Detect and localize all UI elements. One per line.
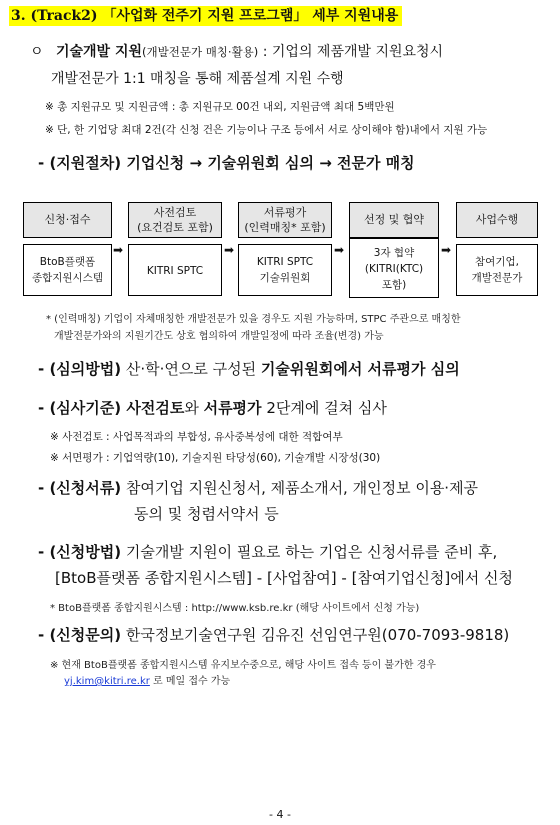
section-title-line: [30, 40, 443, 64]
section-title: 기술개발 지원: [55, 44, 143, 60]
inquiry-line: - (신청문의) 한국정보기술연구원 김유진 선임연구원(070-7093-9818): [38, 626, 510, 644]
inquiry-note1: ※ 현재 BtoB플랫폼 종합지원시스템 유지보수중으로, 해당 사이트 접속 등이 불가한 경우: [50, 660, 436, 671]
section-title-sub: (개발전문가 매칭·활용): [142, 45, 259, 59]
step-head-1: 신청·접수: [23, 202, 112, 238]
step-body-3: KITRI SPTC 기술위원회: [238, 244, 332, 296]
step-arrow-icon: ➡: [334, 243, 345, 257]
procedure-label: - (지원절차) 기업신청 → 기술위원회 심의 → 전문가 매칭: [38, 154, 415, 172]
page-number: - 4 -: [269, 808, 291, 821]
step-head-3: 서류평가 (인력매칭* 포함): [238, 202, 332, 238]
step-arrow-icon: ➡: [113, 243, 124, 257]
method-line: - (심의방법) 산·학·연으로 구성된 기술위원회에서 서류평가 심의: [38, 360, 460, 378]
application-line: - (신청방법) 기술개발 지원이 필요로 하는 기업은 신청서류를 준비 후,: [38, 543, 498, 561]
step-arrow-icon: ➡: [224, 243, 235, 257]
section-note2: ※ 단, 한 기업당 최대 2건(각 신청 건은 기능이나 구조 등에서 서로 상이해야 함)내에서 지원 가능: [45, 124, 488, 136]
procedure-footnote2: 개발전문가와의 지원기간도 상호 협의하여 개발일정에 따라 조율(변경) 가능: [54, 331, 384, 342]
criteria-note2: ※ 서면평가 : 기업역량(10), 기술지원 타당성(60), 기술개발 시장성(30): [50, 452, 381, 464]
procedure-footnote1: * (인력매칭) 기업이 자체매칭한 개발전문가 있을 경우도 지원 가능하며, STPC 주관으로 매칭한: [46, 314, 461, 325]
step-head-5: 사업수행: [456, 202, 538, 238]
bullet: ㅇ: [30, 44, 44, 60]
email-link[interactable]: yj.kim@kitri.re.kr: [64, 676, 150, 687]
criteria-note1: ※ 사전검토 : 사업목적과의 부합성, 유사중복성에 대한 적합여부: [50, 431, 343, 443]
step-body-5: 참여기업, 개발전문가: [456, 244, 538, 296]
heading-title: 「사업화 전주기 지원 프로그램」 세부 지원내용: [102, 8, 399, 24]
documents-line: - (신청서류) 참여기업 지원신청서, 제품소개서, 개인정보 이용·제공: [38, 479, 479, 497]
documents-line2: 동의 및 청렴서약서 등: [134, 505, 279, 523]
criteria-line: - (심사기준) 사전검토와 서류평가 2단계에 걸쳐 심사: [38, 399, 387, 417]
application-note: * BtoB플랫폼 종합지원시스템 : http://www.ksb.re.kr (해당 사이트에서 신청 가능): [50, 603, 420, 614]
step-body-4: 3자 협약 (KITRI(KTC) 포함): [349, 238, 439, 298]
section-heading: [9, 6, 402, 26]
inquiry-note2: yj.kim@kitri.re.kr 로 메일 접수 가능: [64, 676, 231, 687]
section-desc2: 개발전문가 1:1 매칭을 통해 제품설계 지원 수행: [51, 71, 344, 87]
section-note1: ※ 총 지원규모 및 지원금액 : 총 지원규모 00건 내외, 지원금액 최대 5백만원: [45, 101, 395, 113]
step-head-2: 사전검토 (요건검토 포함): [128, 202, 222, 238]
application-line2: [BtoB플랫폼 종합지원시스템] - [사업참여] - [참여기업신청]에서 신청: [55, 569, 513, 587]
step-arrow-icon: ➡: [441, 243, 452, 257]
step-body-1: BtoB플랫폼 종합지원시스템: [23, 244, 112, 296]
heading-number: 3. (Track2): [11, 8, 98, 24]
section-desc1: : 기업의 제품개발 지원요청시: [258, 44, 444, 60]
step-head-4: 선정 및 협약: [349, 202, 439, 238]
step-body-2: KITRI SPTC: [128, 244, 222, 296]
